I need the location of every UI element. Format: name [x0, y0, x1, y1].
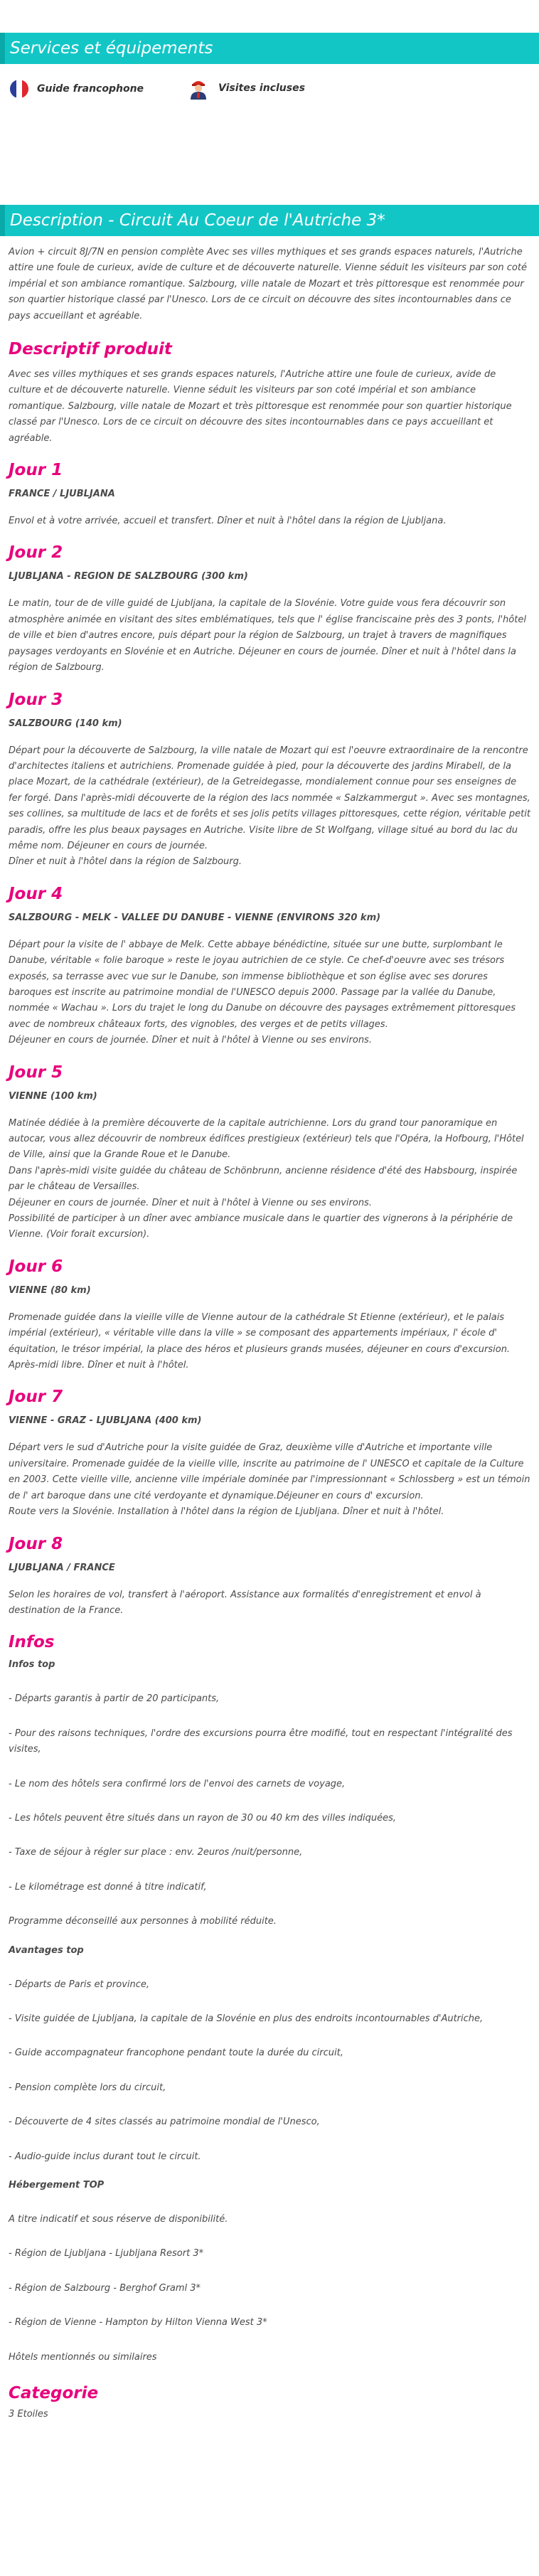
service-label: Guide francophone [37, 83, 144, 95]
day-paragraph: Dans l'après-midi visite guidée du château de Schönbrunn, ancienne résidence d'été des Habsbourg, inspirée par le château de Versailles. [9, 1165, 518, 1193]
info-list-item: - Visite guidée de Ljubljana, la capitale de la Slovénie en plus des endroits incontournables d'Autriche, [9, 2013, 484, 2024]
info-list-item: - Départs garantis à partir de 20 participants, [9, 1693, 220, 1705]
day-block [9, 1243, 530, 1374]
day-title: Jour 8 [9, 1534, 63, 1553]
day-block [9, 1373, 530, 1520]
categorie-title: Categorie [9, 2384, 99, 2403]
france-flag-icon [10, 80, 28, 98]
day-title: Jour 4 [9, 884, 63, 903]
day-title: Jour 5 [9, 1063, 63, 1082]
info-list-item: A titre indicatif et sous réserve de disponibilité. [9, 2214, 228, 2225]
day-route: LJUBLJANA - REGION DE SALZBOURG (300 km) [9, 571, 248, 582]
day-title: Jour 1 [9, 461, 63, 480]
day-paragraph: Promenade guidée dans la vieille ville de Vienne autour de la cathédrale St Etienne (extérieur), et le palais impérial (extérieur), « véritable ville dans la ville » se composant des appartements impériaux, l' école d' équitation, le trésor impérial, la place des héros et plusieurs grands musées, déjeuner en cours d'excursion. [9, 1311, 511, 1355]
avantages-list [9, 1959, 530, 2165]
infos-top-label: Infos top [9, 1659, 55, 1671]
day-paragraph: Départ pour la visite de l' abbaye de Melk. Cette abbaye bénédictine, située sur une butte, surplombant le Danube, véritable « folie baroque » reste le joyau autrichien de ce style. Ce chef-d'oeuvre avec ses trésors exposés, sa terrasse avec vue sur le Danube, son immense bibliothèque et son église avec ses dorures baroques est inscrite au patrimoine mondial de l'UNESCO depuis 2000. Passage par la vallée du Danube, nommée « Wachau ». Lors du trajet le long du Danube on découvre des paysages extrêmement pittoresques avec de nombreux châteaux forts, des vignobles, des verges et de petits villages. [9, 939, 516, 1030]
service-visites-incluses [187, 77, 305, 100]
day-route: VIENNE (100 km) [9, 1090, 97, 1102]
day-paragraph: Route vers la Slovénie. Installation à l'hôtel dans la région de Ljubljana. Dîner et nuit à l'hôtel. [9, 1506, 444, 1518]
day-block [9, 447, 530, 529]
day-paragraph: Dîner et nuit à l'hôtel dans la région de Salzbourg. [9, 856, 242, 868]
day-paragraph: Possibilité de participer à un dîner avec ambiance musicale dans le quartier des vignerons à la périphérie de Vienne. (Voir forait excursion). [9, 1213, 513, 1240]
description-header [0, 205, 539, 236]
day-block [9, 1049, 530, 1243]
info-list-item: - Audio-guide inclus durant tout le circuit. [9, 2151, 201, 2162]
day-title: Jour 2 [9, 543, 63, 563]
info-list-item: Programme déconseillé aux personnes à mobilité réduite. [9, 1916, 277, 1927]
day-block [9, 1521, 530, 1619]
day-route: FRANCE / LJUBLJANA [9, 489, 115, 500]
descriptif-text: Avec ses villes mythiques et ses grands espaces naturels, l'Autriche attire une foule de curieux, avide de culture et de découverte naturelle. Vienne séduit les visiteurs par son coté impérial et son ambiance romantique. Salzbourg, ville natale de Mozart et très pittoresque est renommée pour son quartier historique classé par l'Unesco. Lors de ce circuit on découvre des sites incontournables dans ce pays accueillant et agréable. [9, 369, 512, 444]
day-route: SALZBOURG - MELK - VALLEE DU DANUBE - VIENNE (ENVIRONS 320 km) [9, 912, 381, 923]
description-intro: Avion + circuit 8J/7N en pension complète Avec ses villes mythiques et ses grands espaces naturels, l'Autriche attire une foule de curieux, avide de culture et de découverte naturelle. Vienne séduit les visiteurs par son coté impérial et son ambiance romantique. Salzbourg, ville natale de Mozart et très pittoresque est renommée pour son quartier historique classé par l'Unesco. Lors de ce circuit on découvre des sites incontournables dans ce pays accueillant et agréable. [9, 247, 527, 321]
day-paragraph: Matinée dédiée à la première découverte de la capitale autrichienne. Lors du grand tour panoramique en autocar, vous allez découvrir de nombreux édifices prestigieux (extérieur) tels que l'Opéra, la Hofbourg, l'Hôtel de Ville, ainsi que la Grande Roue et le Danube. [9, 1117, 524, 1161]
day-title: Jour 3 [9, 690, 63, 709]
day-route: LJUBLJANA / FRANCE [9, 1562, 115, 1573]
services-list [0, 64, 539, 114]
day-block [9, 676, 530, 871]
day-route: SALZBOURG (140 km) [9, 718, 122, 729]
info-list-item: - Le kilométrage est donné à titre indicatif, [9, 1881, 207, 1893]
info-list-item: - Guide accompagnateur francophone pendant toute la durée du circuit, [9, 2048, 343, 2059]
info-list-item: - Pension complète lors du circuit, [9, 2082, 166, 2093]
infos-top-list [9, 1673, 530, 1930]
day-paragraph: Déjeuner en cours de journée. Dîner et nuit à l'hôtel à Vienne ou ses environs. [9, 1035, 372, 1046]
day-title: Jour 6 [9, 1257, 63, 1276]
day-paragraph: Après-midi libre. Dîner et nuit à l'hôtel. [9, 1360, 189, 1371]
info-list-item: Hôtels mentionnés ou similaires [9, 2351, 157, 2363]
info-list-item: - Départs de Paris et province, [9, 1979, 150, 1990]
service-guide-francophone [10, 80, 144, 98]
hebergement-list [9, 2193, 530, 2365]
info-list-item: - Découverte de 4 sites classés au patrimoine mondial de l'Unesco, [9, 2117, 320, 2128]
day-block [9, 871, 530, 1049]
day-route: VIENNE - GRAZ - LJUBLJANA (400 km) [9, 1415, 202, 1427]
day-block [9, 529, 530, 676]
info-list-item: - Le nom des hôtels sera confirmé lors de l'envoi des carnets de voyage, [9, 1778, 346, 1789]
description-body [0, 236, 539, 2422]
info-list-item: - Région de Salzbourg - Berghof Graml 3* [9, 2282, 201, 2294]
descriptif-title: Descriptif produit [9, 340, 172, 359]
day-paragraph: Départ vers le sud d'Autriche pour la visite guidée de Graz, deuxième ville d'Autriche et importante ville universitaire. Promenade guidée de la vieille ville, inscrite au patrimoine de l' UNESCO et capitale de la Culture en 2003. Cette vieille ville, ancienne ville impériale dominée par l'impressionnant « Schlossberg » est un témoin de l' art baroque dans une cité verdoyante et dynamique.Déjeuner en cours d' excursion. [9, 1442, 530, 1501]
avantages-label: Avantages top [9, 1944, 84, 1956]
services-title: Services et équipements [10, 39, 213, 58]
info-list-item: - Taxe de séjour à régler sur place : env. 2euros /nuit/personne, [9, 1847, 303, 1858]
info-list-item: - Les hôtels peuvent être situés dans un rayon de 30 ou 40 km des villes indiquées, [9, 1812, 396, 1824]
categorie-value: 3 Etoiles [9, 2409, 48, 2420]
day-paragraph: Déjeuner en cours de journée. Dîner et nuit à l'hôtel à Vienne ou ses environs. [9, 1197, 372, 1208]
day-title: Jour 7 [9, 1388, 63, 1407]
day-paragraph: Départ pour la découverte de Salzbourg, la ville natale de Mozart qui est l'oeuvre extraordinaire de la rencontre d'architectes italiens et autrichiens. Promenade guidée à pied, pour la découverte des jardins Mirabell, de la place Mozart, de la cathédrale (extérieur), de la Getreidegasse, mondialement connue pour ses enseignes de fer forgé. Dans l'après-midi découverte de la région des lacs nommée « Salzkammergut ». Avec ses montagnes, ses collines, sa multitude de lacs et de forêts et ses jolis petits villages pittoresques, cette région, véritable petit paradis, offre les plus beaux paysages en Autriche. Visite libre de St Wolfgang, village situé au bord du lac du même nom. Déjeuner en cours de journée. [9, 745, 530, 851]
page [0, 33, 539, 2422]
info-list-item: - Pour des raisons techniques, l'ordre des excursions pourra être modifié, tout en respectant l'intégralité des visites, [9, 1728, 513, 1755]
day-paragraph: Envol et à votre arrivée, accueil et transfert. Dîner et nuit à l'hôtel dans la région de Ljubljana. [9, 516, 447, 527]
info-list-item: - Région de Vienne - Hampton by Hilton Vienna West 3* [9, 2317, 267, 2328]
service-label: Visites incluses [218, 83, 305, 94]
hebergement-label: Hébergement TOP [9, 2180, 105, 2191]
description-title: Description - Circuit Au Coeur de l'Autriche 3* [10, 211, 385, 230]
infos-title: Infos [9, 1633, 55, 1652]
tour-guide-icon [187, 77, 210, 100]
services-header [0, 33, 539, 64]
itinerary [9, 447, 530, 1619]
day-paragraph: Le matin, tour de de ville guidé de Ljubljana, la capitale de la Slovénie. Votre guide vous fera découvrir son atmosphère animée en visitant des sites emblématiques, tels que l' église franciscaine près des 3 ponts, l'hôtel de ville et bien d'autres encore, puis départ pour la région de Salzbourg, un trajet à travers de magnifiques paysages verdoyants en Slovénie et en Autriche. Déjeuner en cours de journée. Dîner et nuit à l'hôtel dans la région de Salzbourg. [9, 598, 526, 674]
day-route: VIENNE (80 km) [9, 1284, 91, 1296]
day-paragraph: Selon les horaires de vol, transfert à l'aéroport. Assistance aux formalités d'enregistrement et envol à destination de la France. [9, 1589, 481, 1616]
info-list-item: - Région de Ljubljana - Ljubljana Resort 3* [9, 2248, 204, 2260]
